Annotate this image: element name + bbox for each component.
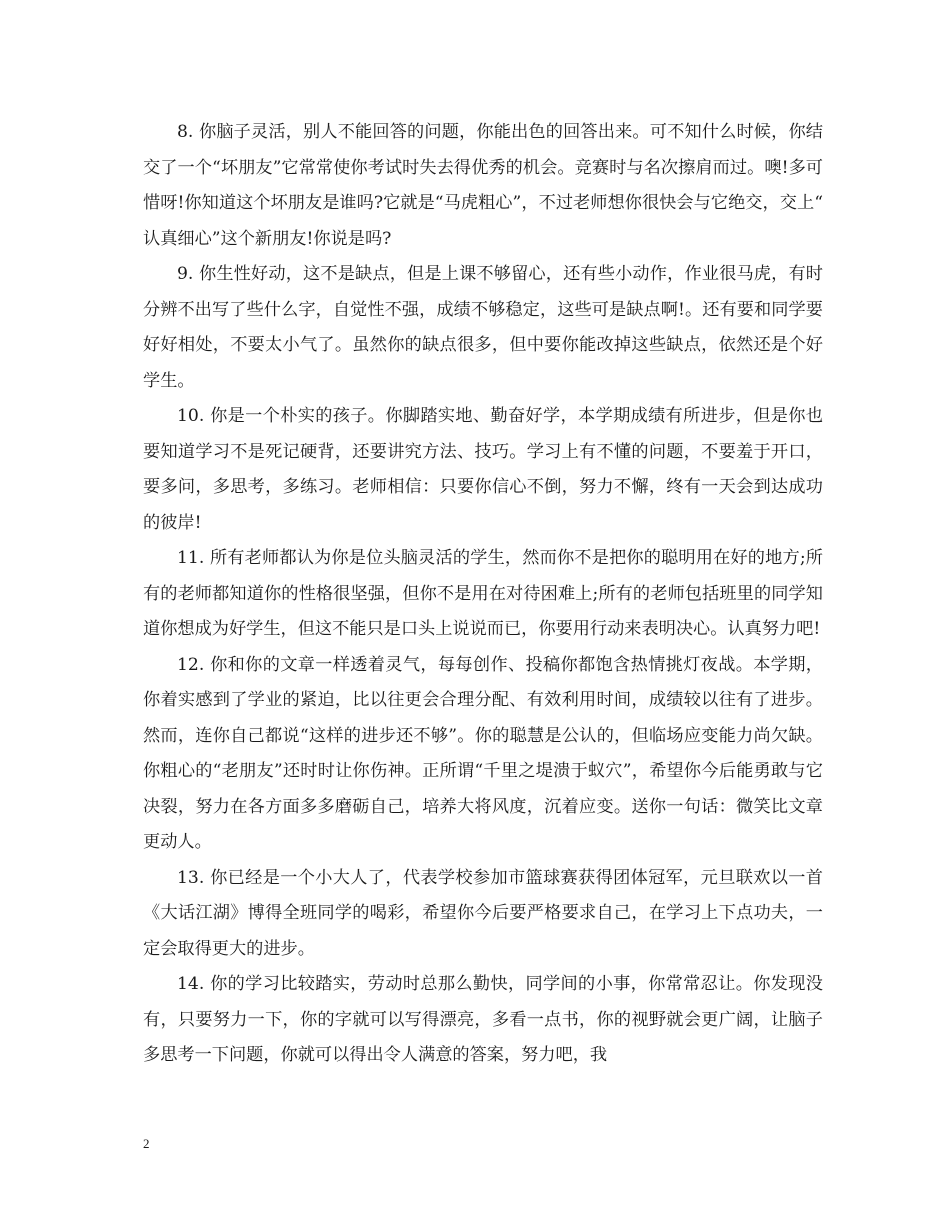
comment-paragraph-9: 9. 你生性好动，这不是缺点，但是上课不够留心，还有些小动作，作业很马虎，有时分辨不出写了些什么字，自觉性不强，成绩不够稳定，这些可是缺点啊!。还有要和同学要好好相处，不要太小气了。虽然你的缺点很多，但中要你能改掉这些缺点，依然还是个好学生。 xyxy=(143,264,823,391)
comment-paragraph-11: 11. 所有老师都认为你是位头脑灵活的学生，然而你不是把你的聪明用在好的地方;所有的老师都知道你的性格很坚强，但你不是用在对待困难上;所有的老师包括班里的同学知道你想成为好学生，但这不能只是口头上说说而已，你要用行动来表明决心。认真努力吧! xyxy=(143,548,823,639)
comment-paragraph-8: 8. 你脑子灵活，别人不能回答的问题，你能出色的回答出来。可不知什么时候，你结交了一个“坏朋友”它常常使你考试时失去得优秀的机会。竞赛时与名次擦肩而过。噢!多可惜呀!你知道这个坏朋友是谁吗?它就是“马虎粗心”，不过老师想你很快会与它绝交，交上“认真细心”这个新朋友!你说是吗? xyxy=(143,122,823,249)
comment-paragraph-10: 10. 你是一个朴实的孩子。你脚踏实地、勤奋好学，本学期成绩有所进步，但是你也要知道学习不是死记硬背，还要讲究方法、技巧。学习上有不懂的问题，不要羞于开口，要多问，多思考，多练习。老师相信：只要你信心不倒，努力不懈，终有一天会到达成功的彼岸! xyxy=(143,406,823,533)
page-number: 2 xyxy=(143,1136,150,1151)
comment-paragraph-12: 12. 你和你的文章一样透着灵气，每每创作、投稿你都饱含热情挑灯夜战。本学期，你着实感到了学业的紧迫，比以往更会合理分配、有效利用时间，成绩较以往有了进步。然而，连你自己都说“这样的进步还不够”。你的聪慧是公认的，但临场应变能力尚欠缺。你粗心的“老朋友”还时时让你伤神。正所谓“千里之堤溃于蚁穴”，希望你今后能勇敢与它决裂，努力在各方面多多磨砺自己，培养大将风度，沉着应变。送你一句话：微笑比文章更动人。 xyxy=(143,654,823,852)
comment-paragraph-13: 13. 你已经是一个小大人了，代表学校参加市篮球赛获得团体冠军，元旦联欢以一首《大话江湖》博得全班同学的喝彩，希望你今后要严格要求自己，在学习上下点功夫，一定会取得更大的进步。 xyxy=(143,867,823,959)
comment-paragraph-14: 14. 你的学习比较踏实，劳动时总那么勤快，同学间的小事，你常常忍让。你发现没有，只要努力一下，你的字就可以写得漂亮，多看一点书，你的视野就会更广阔，让脑子多思考一下问题，你就可以得出令人满意的答案，努力吧，我 xyxy=(143,974,823,1065)
document-body xyxy=(143,115,823,1074)
